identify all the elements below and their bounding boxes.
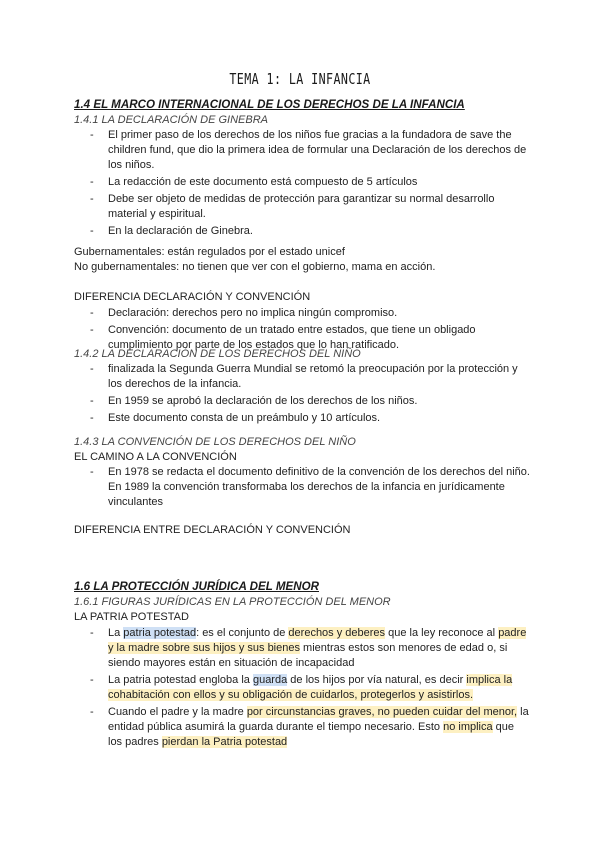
subsection-1-4-3: 1.4.3 LA CONVENCIÓN DE LOS DERECHOS DEL NIÑO (74, 436, 356, 448)
patria-potestad-heading: LA PATRIA POTESTAD (74, 611, 189, 623)
subsection-1-4-1: 1.4.1 LA DECLARACIÓN DE GINEBRA (74, 114, 268, 126)
subsection-1-6-1: 1.6.1 FIGURAS JURÍDICAS EN LA PROTECCIÓN DEL MENOR (74, 596, 391, 608)
list-item: - En 1959 se aprobó la declaración de los derechos de los niños. (90, 394, 530, 409)
text-run: La (108, 627, 124, 639)
list-item (90, 705, 530, 750)
list-item: - El primer paso de los derechos de los niños fue gracias a la fundadora de save the children fund, que dio la primera idea de formular una Declaración de los derechos de los niños. (90, 128, 530, 173)
text-run: : es el conjunto de (196, 627, 289, 639)
list-item: - En la declaración de Ginebra. (90, 224, 530, 239)
text-run: de los hijos por vía natural, es decir (287, 674, 467, 686)
section-1-4-heading: 1.4 EL MARCO INTERNACIONAL DE LOS DERECHOS DE LA INFANCIA (74, 98, 465, 111)
gubernamentales-text: Gubernamentales: están regulados por el estado unicef (74, 246, 345, 258)
highlight-blue: patria potestad (123, 627, 197, 639)
no-gubernamentales-text: No gubernamentales: no tienen que ver con el gobierno, mama en acción. (74, 261, 436, 273)
text-run: mientras estos son menores de edad o, si siendo mayores están en situación de incapacidad (108, 642, 508, 669)
text-run: que la ley reconoce al (385, 627, 499, 639)
highlight-yellow: por circunstancias graves, no pueden cuidar del menor, (246, 706, 518, 718)
highlight-yellow: padre y la madre sobre sus hijos y sus bienes (108, 627, 527, 654)
text-run: la entidad pública asumirá la guarda durante el tiempo necesario. Esto (108, 706, 529, 733)
list-item: - La redacción de este documento está compuesto de 5 artículos (90, 175, 530, 190)
text-run: La patria potestad engloba la (108, 674, 253, 686)
camino-heading: EL CAMINO A LA CONVENCIÓN (74, 451, 237, 463)
list-item: - Declaración: derechos pero no implica ningún compromiso. (90, 306, 530, 321)
text-run: Cuando el padre y la madre (108, 706, 247, 718)
highlight-yellow: derechos y deberes (288, 627, 386, 639)
list-patria-potestad (90, 626, 530, 752)
list-item (90, 626, 530, 671)
highlight-blue: guarda (252, 674, 288, 686)
highlight-yellow: pierdan la Patria potestad (161, 736, 288, 748)
diferencia-heading: DIFERENCIA DECLARACIÓN Y CONVENCIÓN (74, 291, 311, 303)
highlight-yellow: implica la cohabitación con ellos y su obligación de cuidarlos, protegerlos y asistirlos. (108, 674, 513, 701)
section-1-6-heading: 1.6 LA PROTECCIÓN JURÍDICA DEL MENOR (74, 580, 319, 593)
list-item: - Convención: documento de un tratado entre estados, que tiene un obligado cumplimiento por parte de los estados que lo han ratificado. (90, 323, 530, 353)
list-1-4-1 (90, 128, 530, 241)
list-item: - Debe ser objeto de medidas de protección para garantizar su normal desarrollo material y espiritual. (90, 192, 530, 222)
list-item: - En 1978 se redacta el documento definitivo de la convención de los derechos del niño. En 1989 la convención transformaba los derechos de la infancia en jurídicamente vinculantes (90, 465, 530, 510)
diferencia-entre-heading: DIFERENCIA ENTRE DECLARACIÓN Y CONVENCIÓN (74, 524, 351, 536)
list-1-4-2 (90, 362, 530, 428)
page-title: TEMA 1: LA INFANCIA (229, 70, 371, 88)
list-item: - Este documento consta de un preámbulo y 10 artículos. (90, 411, 530, 426)
subsection-1-4-2: 1.4.2 LA DECLARACIÓN DE LOS DERECHOS DEL NIÑO (74, 348, 361, 360)
list-1-4-3 (90, 465, 530, 512)
list-item: - finalizada la Segunda Guerra Mundial se retomó la preocupación por la protección y los derechos de la infancia. (90, 362, 530, 392)
list-item (90, 673, 530, 703)
text-run: que los padres (108, 721, 515, 748)
highlight-yellow: no implica (443, 721, 493, 733)
